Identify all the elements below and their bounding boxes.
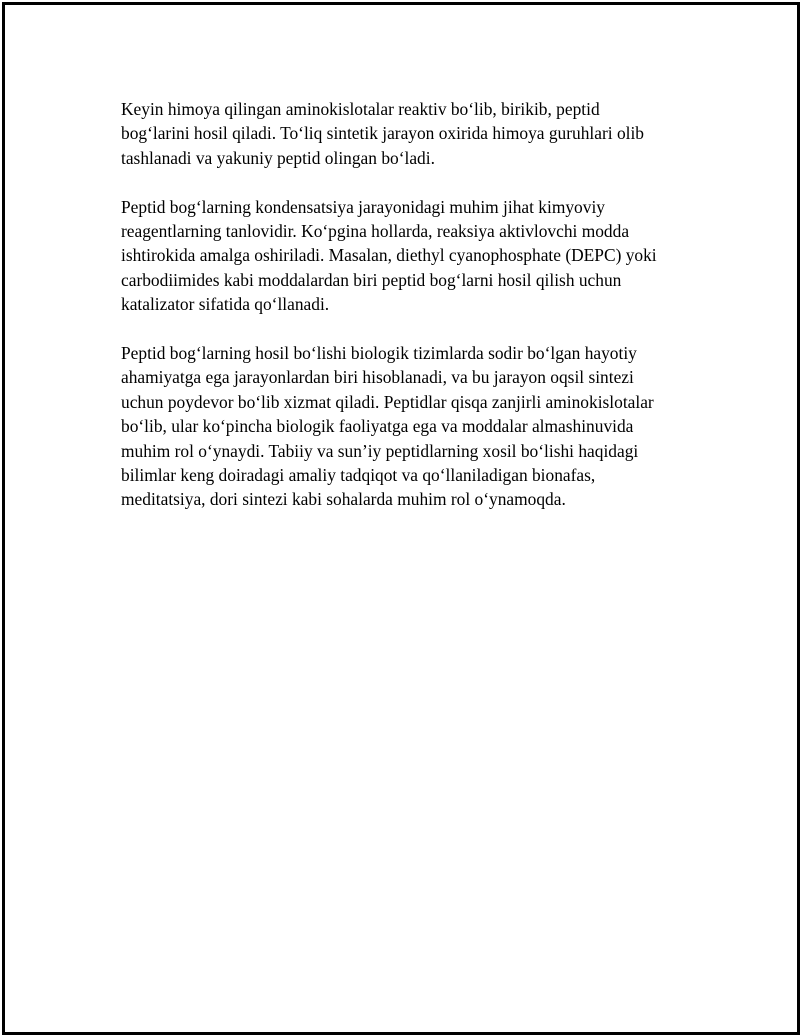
paragraph-1	[121, 97, 691, 170]
text-line: carbodiimides kabi moddalardan biri peptid bog‘larni hosil qilish uchun	[121, 269, 622, 290]
text-line: meditatsiya, dori sintezi kabi sohalarda muhim rol o‘ynamoqda.	[121, 489, 566, 510]
text-line: Keyin himoya qilingan aminokislotalar reaktiv bo‘lib, birikib, peptid	[121, 99, 600, 119]
text-line: Peptid bog‘larning kondensatsiya jarayonidagi muhim jihat kimyoviy	[121, 196, 605, 217]
paragraph-3	[121, 341, 691, 512]
text-line: bilimlar keng doiradagi amaliy tadqiqot va qo‘llaniladigan bionafas,	[121, 465, 596, 486]
text-line: katalizator sifatida qo‘llanadi.	[121, 294, 330, 315]
text-line: ahamiyatga ega jarayonlardan biri hisoblanadi, va bu jarayon oqsil sintezi	[121, 367, 634, 388]
text-line: reagentlarning tanlovidir. Ko‘pgina hollarda, reaksiya aktivlovchi modda	[121, 221, 630, 242]
document-body	[121, 97, 691, 536]
page-frame	[2, 2, 800, 1035]
text-line: ishtirokida amalga oshiriladi. Masalan, diethyl cyanophosphate (DEPC) yoki	[121, 245, 657, 266]
paragraph-2	[121, 195, 691, 317]
text-line: muhim rol o‘ynaydi. Tabiiy va sun’iy peptidlarning xosil bo‘lishi haqidagi	[121, 440, 639, 461]
text-line: bog‘larini hosil qiladi. To‘liq sintetik jarayon oxirida himoya guruhlari olib	[121, 123, 644, 144]
text-line: uchun poydevor bo‘lib xizmat qiladi. Peptidlar qisqa zanjirli aminokislotalar	[121, 391, 654, 412]
text-line: tashlanadi va yakuniy peptid olingan bo‘ladi.	[121, 147, 435, 168]
text-line: bo‘lib, ular ko‘pincha biologik faoliyatga ega va moddalar almashinuvida	[121, 416, 634, 437]
text-line: Peptid bog‘larning hosil bo‘lishi biologik tizimlarda sodir bo‘lgan hayotiy	[121, 343, 637, 364]
